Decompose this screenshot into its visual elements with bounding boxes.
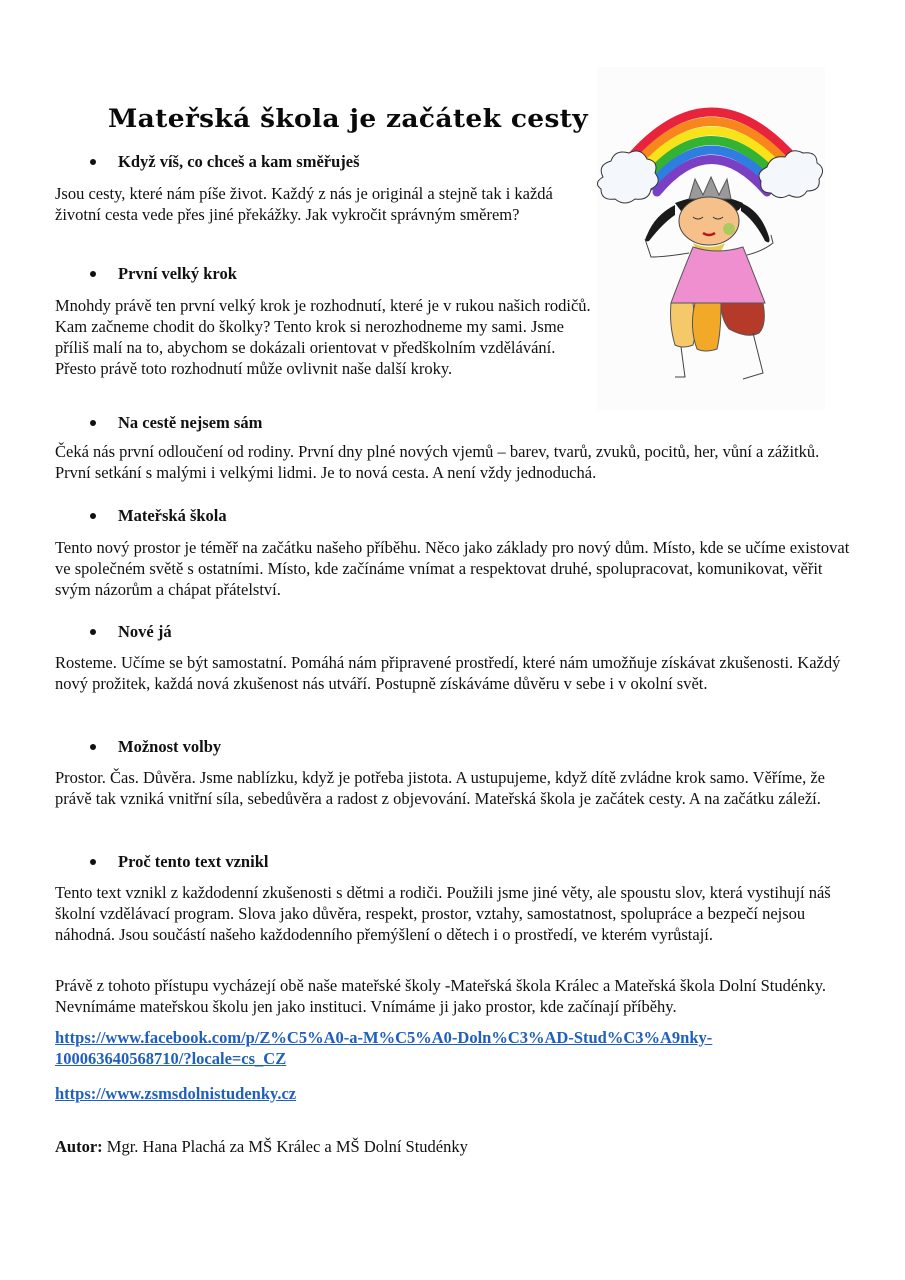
section-heading: Když víš, co chceš a kam směřuješ [84,152,360,172]
paragraph: Prostor. Čas. Důvěra. Jsme nablízku, když je potřeba jistota. A ustupujeme, když dítě zvládne krok samo. Věříme, že právě tak vzniká vnitřní síla, sebedůvěra a radost z objevování. Mateřská škola je začátek cesty. A na začátku záleží. [55,768,825,808]
child-drawing-illustration [597,67,825,410]
paragraph: Tento text vznikl z každodenní zkušenosti s dětmi a rodiči. Použili jsme jiné věty, ale spoustu slov, která vystihují náš školní vzdělávací program. Slova jako důvěra, respekt, prostor, vztahy, samostatnost, spolupráce a bezpečí nejsou náhodná. Jsou součástí našeho každodenního přemýšlení o dětech i o prostředí, ve kterém vyrůstají. [55,883,831,944]
section-heading: Mateřská škola [84,506,227,526]
paragraph: Rosteme. Učíme se být samostatní. Pomáhá nám připravené prostředí, které nám umožňuje získávat zkušenosti. Každý nový prožitek, každá nová zkušenost nás utváří. Postupně získáváme důvěru v sebe i v okolní svět. [55,653,841,693]
bullet-icon [90,513,96,519]
section-heading: První velký krok [84,264,237,284]
paragraph: Právě z tohoto přístupu vycházejí obě naše mateřské školy -Mateřská škola Králec a Mateřská škola Dolní Studénky. Nevnímáme mateřskou školu jen jako instituci. Vnímáme ji jako prostor, kde začínají příběhy. [55,976,827,1016]
author-label: Autor: [55,1137,103,1156]
bullet-icon [90,271,96,277]
rainbow-girl-drawing-icon [597,67,825,410]
paragraph: Mnohdy právě ten první velký krok je rozhodnutí, které je v rukou našich rodičů. Kam začneme chodit do školky? Tento krok si nerozhodneme my sami. Jsme příliš malí na to, abychom se dokázali orientovat v předškolním vzdělávání. Přesto právě toto rozhodnutí může ovlivnit naše další kroky. [55,296,591,378]
section-heading: Nové já [84,622,172,642]
section-heading: Proč tento text vznikl [84,852,268,872]
facebook-link[interactable]: https://www.facebook.com/p/Z%C5%A0-a-M%C5%A0-Doln%C3%AD-Stud%C3%A9nky-100063640568710/?locale=cs_CZ [55,1028,713,1068]
bullet-icon [90,744,96,750]
bullet-icon [90,420,96,426]
document-title: Mateřská škola je začátek cesty [108,104,588,133]
paragraph: Čeká nás první odloučení od rodiny. První dny plné nových vjemů – barev, tvarů, zvuků, pocitů, her, vůní a zážitků. První setkání s malými i velkými lidmi. Je to nová cesta. A není vždy jednoduchá. [55,442,820,482]
section-heading: Na cestě nejsem sám [84,413,262,433]
paragraph: Jsou cesty, které nám píše život. Každý z nás je originál a stejně tak i každá životní cesta vede přes jiné překážky. Jak vykročit správným směrem? [55,184,553,224]
bullet-icon [90,859,96,865]
bullet-icon [90,629,96,635]
author-name: Mgr. Hana Plachá za MŠ Králec a MŠ Dolní Studénky [102,1137,468,1156]
website-link[interactable]: https://www.zsmsdolnistudenky.cz [55,1084,297,1103]
author-line [55,1137,468,1157]
bullet-icon [90,159,96,165]
paragraph: Tento nový prostor je téměř na začátku našeho příběhu. Něco jako základy pro nový dům. Místo, kde se učíme existovat ve společném světě s ostatními. Místo, kde začínáme vnímat a respektovat druhé, spolupracovat, komunikovat, věřit svým názorům a chápat přátelství. [55,538,850,599]
section-heading: Možnost volby [84,737,221,757]
